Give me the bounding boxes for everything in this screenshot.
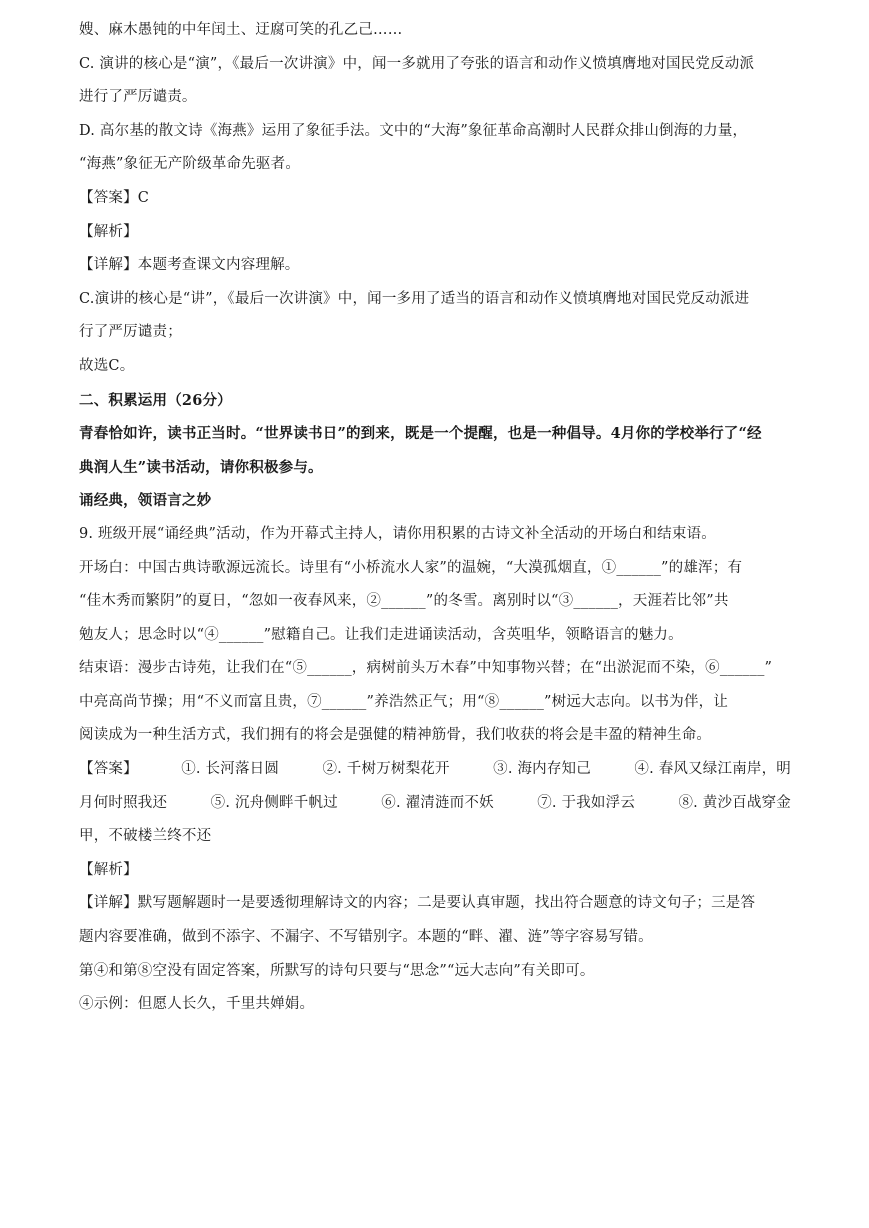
answer-row-2 <box>79 787 791 821</box>
intro-line: 典润人生”读书活动，请你积极参与。 <box>79 458 323 476</box>
subsection-heading: 诵经典，领语言之妙 <box>79 492 212 510</box>
answer-item: ⑥. 濯清涟而不妖 <box>381 794 494 811</box>
text-line: 阅读成为一种生活方式，我们拥有的将会是强健的精神筋骨，我们收获的将会是丰盈的精神生命。 <box>79 727 712 744</box>
answer-item: ⑦. 于我如浮云 <box>537 794 636 811</box>
text-line: 开场白：中国古典诗歌源远流长。诗里有“小桥流水人家”的温婉，“大漠孤烟直，①______”的雄浑；有 <box>79 559 743 576</box>
text-line: C.演讲的核心是“讲”，《最后一次讲演》中，闻一多用了适当的语言和动作义愤填膺地对国民党反动派进 <box>79 290 750 307</box>
text-line: 进行了严厉谴责。 <box>79 89 197 106</box>
option-c: C. 演讲的核心是“演”，《最后一次讲演》中，闻一多就用了夸张的语言和动作义愤填膺地对国民党反动派 <box>79 55 755 72</box>
answer-row-1 <box>79 753 791 787</box>
text-line: 嫂、麻木愚钝的中年闰土、迂腐可笑的孔乙己…… <box>79 22 403 38</box>
analysis-label: 【解析】 <box>79 861 138 878</box>
option-d: D. 高尔基的散文诗《海燕》运用了象征手法。文中的“大海”象征革命高潮时人民群众排山倒海的力量， <box>79 122 748 139</box>
detail-line: 【详解】本题考查课文内容理解。 <box>79 257 300 274</box>
intro-line: 青春恰如许，读书正当时。“世界读书日”的到来，既是一个提醒，也是一种倡导。4月你的学校举行了“经 <box>79 425 762 443</box>
detail-line: 【详解】默写题解题时一是要透彻理解诗文的内容；二是要认真审题，找出符合题意的诗文句子；三是答 <box>79 895 756 912</box>
document-page <box>79 14 791 1022</box>
text-line: 勉友人；思念时以“④______”慰籍自己。让我们走进诵读活动，含英咀华，领略语言的魅力。 <box>79 626 683 643</box>
text-line: 中亮高尚节操；用“不义而富且贵，⑦______”养浩然正气；用“⑧______”树远大志向。以书为伴，让 <box>79 693 729 710</box>
text-line: 第④和第⑧空没有固定答案，所默写的诗句只要与“思念”“远大志向”有关即可。 <box>79 962 595 979</box>
answer-item: ②. 千树万树梨花开 <box>322 761 450 778</box>
answer-item: ⑧. 黄沙百战穿金 <box>678 794 791 811</box>
answer-item: 月何时照我还 <box>79 794 168 811</box>
text-line: 题内容要准确，做到不添字、不漏字、不写错别字。本题的“畔、濯、涟”等字容易写错。 <box>79 929 653 946</box>
answer-item: ③. 海内存知己 <box>493 761 591 778</box>
answer-label: 【答案】 <box>79 761 138 778</box>
text-line: “佳木秀而繁阴”的夏日，“忽如一夜春风来，②______”的冬雪。离别时以“③______，天涯若比邻”共 <box>79 593 729 610</box>
text-line: 结束语：漫步古诗苑，让我们在“⑤______，病树前头万木春”中知事物兴替；在“出淤泥而不染，⑥______” <box>79 660 773 677</box>
text-line: “海燕”象征无产阶级革命先驱者。 <box>79 156 301 173</box>
answer-item: ⑤. 沉舟侧畔千帆过 <box>210 794 338 811</box>
text-line: 甲，不破楼兰终不还 <box>79 828 212 845</box>
section-heading: 二、积累运用（26分） <box>79 391 232 409</box>
question-9: 9. 班级开展“诵经典”活动，作为开幕式主持人，请你用积累的古诗文补全活动的开场白和结束语。 <box>79 525 716 542</box>
text-line: ④示例：但愿人长久，千里共婵娟。 <box>79 996 315 1013</box>
answer-label: 【答案】C <box>79 189 150 206</box>
analysis-label: 【解析】 <box>79 223 138 240</box>
answer-item: ④. 春风又绿江南岸，明 <box>634 761 791 778</box>
text-line: 行了严厉谴责； <box>79 324 182 341</box>
text-line: 故选C。 <box>79 357 135 374</box>
answer-item: ①. 长河落日圆 <box>181 761 280 778</box>
